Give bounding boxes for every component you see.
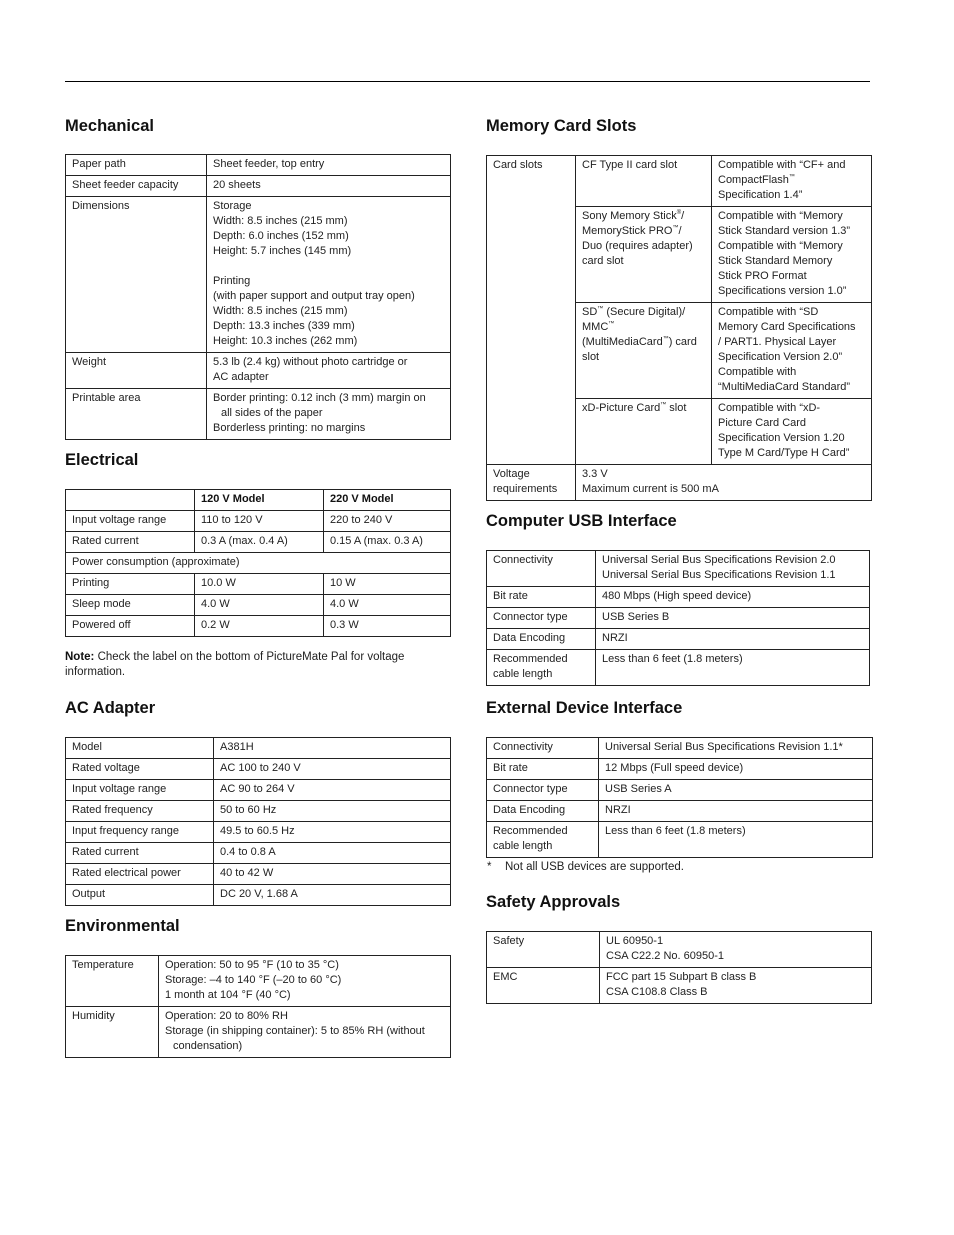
slot-name bbox=[576, 399, 712, 465]
text-part: SD bbox=[582, 306, 598, 318]
column-header: 220 V Model bbox=[324, 490, 451, 511]
value-line: Maximum current is 500 mA bbox=[582, 483, 719, 495]
electrical-note bbox=[65, 650, 451, 680]
row-label: Humidity bbox=[66, 1007, 159, 1058]
slot-name bbox=[576, 207, 712, 303]
value-line bbox=[718, 173, 865, 188]
row-value bbox=[159, 956, 451, 1007]
row-label: Connector type bbox=[487, 608, 596, 629]
cell-value: 0.15 A (max. 0.3 A) bbox=[324, 532, 451, 553]
table-row bbox=[66, 532, 451, 553]
row-value: AC 90 to 264 V bbox=[214, 780, 451, 801]
value-line: Compatible with “Memory bbox=[718, 210, 843, 222]
table-row bbox=[66, 553, 451, 574]
environmental-heading: Environmental bbox=[65, 917, 180, 935]
table-row bbox=[66, 759, 451, 780]
cell-value: 0.3 A (max. 0.4 A) bbox=[195, 532, 324, 553]
cell-value: 10.0 W bbox=[195, 574, 324, 595]
table-row bbox=[66, 616, 451, 637]
dimension-line: Depth: 13.3 inches (339 mm) bbox=[213, 320, 355, 332]
row-value bbox=[600, 932, 872, 968]
row-label: Rated voltage bbox=[66, 759, 214, 780]
dimension-line: Width: 8.5 inches (215 mm) bbox=[213, 215, 348, 227]
external-footnote bbox=[487, 860, 873, 875]
ac-adapter-heading: AC Adapter bbox=[65, 699, 156, 717]
value-line: CSA C22.2 No. 60950-1 bbox=[606, 950, 725, 962]
row-label: Rated frequency bbox=[66, 801, 214, 822]
row-value bbox=[576, 465, 872, 501]
footnote-mark: * bbox=[487, 861, 492, 873]
value-line: Stick PRO Format bbox=[718, 270, 807, 282]
registered-mark: ® bbox=[676, 210, 682, 216]
table-row bbox=[487, 650, 870, 686]
value-line: Stick Standard Memory bbox=[718, 255, 833, 267]
header-rule bbox=[65, 81, 870, 82]
value-line: / PART1. Physical Layer bbox=[718, 336, 837, 348]
value-line: Compatible with “SD bbox=[718, 306, 819, 318]
text-part: Sony Memory Stick bbox=[582, 210, 677, 222]
row-value: DC 20 V, 1.68 A bbox=[214, 885, 451, 906]
value-line: Specification 1.4” bbox=[718, 189, 803, 201]
table-row bbox=[487, 759, 873, 780]
text-part: MemoryStick PRO bbox=[582, 225, 673, 237]
row-value bbox=[207, 197, 451, 353]
cell-value: 0.3 W bbox=[324, 616, 451, 637]
value-line: 1 month at 104 °F (40 °C) bbox=[165, 989, 291, 1001]
dimension-line: Height: 10.3 inches (262 mm) bbox=[213, 335, 358, 347]
cell-value: 0.2 W bbox=[195, 616, 324, 637]
value-line: card slot bbox=[582, 255, 624, 267]
row-value bbox=[600, 968, 872, 1004]
external-interface-table bbox=[486, 737, 873, 858]
table-row bbox=[487, 608, 870, 629]
row-value: USB Series A bbox=[599, 780, 873, 801]
table-row bbox=[66, 885, 451, 906]
value-line bbox=[582, 320, 705, 335]
value-line: Compatible with “CF+ and bbox=[718, 159, 846, 171]
cell-value: 4.0 W bbox=[195, 595, 324, 616]
row-label: Input voltage range bbox=[66, 780, 214, 801]
value-line: condensation) bbox=[173, 1040, 243, 1052]
table-row bbox=[487, 801, 873, 822]
table-row bbox=[66, 843, 451, 864]
dimension-line: Height: 5.7 inches (145 mm) bbox=[213, 245, 352, 257]
value-line: Borderless printing: no margins bbox=[213, 422, 366, 434]
span-row-label: Power consumption (approximate) bbox=[66, 553, 451, 574]
value-line: Recommended bbox=[493, 653, 568, 665]
safety-heading: Safety Approvals bbox=[486, 893, 621, 911]
row-label: Powered off bbox=[66, 616, 195, 637]
table-row bbox=[66, 956, 451, 1007]
row-label: Weight bbox=[66, 353, 207, 389]
value-line bbox=[582, 224, 705, 239]
table-row bbox=[66, 801, 451, 822]
value-line: Compatible with “Memory bbox=[718, 240, 843, 252]
slot-compat bbox=[712, 399, 872, 465]
value-line: AC adapter bbox=[213, 371, 269, 383]
row-value: USB Series B bbox=[596, 608, 870, 629]
row-label: Rated current bbox=[66, 532, 195, 553]
row-value: A381H bbox=[214, 738, 451, 759]
dimension-line: Width: 8.5 inches (215 mm) bbox=[213, 305, 348, 317]
row-label: Model bbox=[66, 738, 214, 759]
text-part: / bbox=[681, 210, 685, 222]
value-line: Voltage bbox=[493, 468, 530, 480]
row-value: NRZI bbox=[596, 629, 870, 650]
value-line: Type M Card/Type H Card” bbox=[718, 447, 850, 459]
table-row bbox=[487, 932, 872, 968]
value-line: Operation: 20 to 80% RH bbox=[165, 1010, 288, 1022]
row-label: Connector type bbox=[487, 780, 599, 801]
value-line bbox=[582, 305, 705, 320]
table-row bbox=[487, 587, 870, 608]
table-row bbox=[66, 1007, 451, 1058]
row-label bbox=[487, 822, 599, 858]
row-value: 49.5 to 60.5 Hz bbox=[214, 822, 451, 843]
row-label: Connectivity bbox=[487, 551, 596, 587]
row-value: 12 Mbps (Full speed device) bbox=[599, 759, 873, 780]
slot-name bbox=[576, 156, 712, 207]
value-line: 5.3 lb (2.4 kg) without photo cartridge or bbox=[213, 356, 408, 368]
text-part: (Secure Digital)/ bbox=[603, 306, 686, 318]
row-label bbox=[487, 650, 596, 686]
row-value: AC 100 to 240 V bbox=[214, 759, 451, 780]
value-line: cable length bbox=[493, 840, 553, 852]
row-value: 480 Mbps (High speed device) bbox=[596, 587, 870, 608]
value-line: slot bbox=[582, 351, 600, 363]
mechanical-heading: Mechanical bbox=[65, 117, 154, 135]
dimension-line: Storage bbox=[213, 200, 252, 212]
row-label: Data Encoding bbox=[487, 801, 599, 822]
text-part: / bbox=[678, 225, 682, 237]
text-part: xD-Picture Card bbox=[582, 402, 661, 414]
table-row bbox=[66, 822, 451, 843]
row-label: Bit rate bbox=[487, 587, 596, 608]
row-label: EMC bbox=[487, 968, 600, 1004]
table-row bbox=[487, 968, 872, 1004]
value-line: CF Type II card slot bbox=[582, 159, 678, 171]
trademark-mark: ™ bbox=[608, 321, 615, 327]
row-label: Dimensions bbox=[66, 197, 207, 353]
cell-value: 10 W bbox=[324, 574, 451, 595]
value-line: 3.3 V bbox=[582, 468, 608, 480]
table-row bbox=[487, 822, 873, 858]
row-label: Sheet feeder capacity bbox=[66, 176, 207, 197]
value-line: Stick Standard version 1.3” bbox=[718, 225, 851, 237]
slot-compat bbox=[712, 207, 872, 303]
trademark-mark: ™ bbox=[597, 306, 604, 312]
row-value bbox=[596, 551, 870, 587]
text-part: slot bbox=[666, 402, 687, 414]
value-line: Specifications version 1.0” bbox=[718, 285, 847, 297]
value-line bbox=[582, 401, 705, 416]
cell-value: 110 to 120 V bbox=[195, 511, 324, 532]
value-line: requirements bbox=[493, 483, 558, 495]
table-row bbox=[66, 864, 451, 885]
value-line: UL 60950-1 bbox=[606, 935, 664, 947]
row-value bbox=[159, 1007, 451, 1058]
table-row bbox=[487, 629, 870, 650]
slot-compat bbox=[712, 156, 872, 207]
table-row bbox=[66, 389, 451, 440]
value-line: Memory Card Specifications bbox=[718, 321, 856, 333]
cell-value: 220 to 240 V bbox=[324, 511, 451, 532]
row-value: 20 sheets bbox=[207, 176, 451, 197]
dimension-line: (with paper support and output tray open) bbox=[213, 290, 415, 302]
row-label: Connectivity bbox=[487, 738, 599, 759]
usb-interface-table bbox=[486, 550, 870, 686]
safety-table bbox=[486, 931, 872, 1004]
value-line: FCC part 15 Subpart B class B bbox=[606, 971, 757, 983]
memory-card-heading: Memory Card Slots bbox=[486, 117, 637, 135]
text-part: MMC bbox=[582, 321, 609, 333]
value-line: Recommended bbox=[493, 825, 568, 837]
row-value: NRZI bbox=[599, 801, 873, 822]
row-value: Universal Serial Bus Specifications Revision 1.1* bbox=[599, 738, 873, 759]
external-interface-heading: External Device Interface bbox=[486, 699, 683, 717]
cell-value: 4.0 W bbox=[324, 595, 451, 616]
value-line: Compatible with “xD- bbox=[718, 402, 821, 414]
row-label: Card slots bbox=[487, 156, 576, 465]
table-row bbox=[66, 574, 451, 595]
value-line: “MultiMediaCard Standard” bbox=[718, 381, 851, 393]
value-line: Universal Serial Bus Specifications Revision 2.0 bbox=[602, 554, 836, 566]
dimension-line: Printing bbox=[213, 275, 251, 287]
table-row bbox=[487, 551, 870, 587]
footnote-text: Not all USB devices are supported. bbox=[505, 861, 684, 873]
row-label: Bit rate bbox=[487, 759, 599, 780]
row-label: Safety bbox=[487, 932, 600, 968]
row-label: Input frequency range bbox=[66, 822, 214, 843]
dimension-line: Depth: 6.0 inches (152 mm) bbox=[213, 230, 349, 242]
value-line: Picture Card Card bbox=[718, 417, 807, 429]
column-header: 120 V Model bbox=[195, 490, 324, 511]
value-line: all sides of the paper bbox=[221, 407, 323, 419]
text-part: CompactFlash bbox=[718, 174, 789, 186]
row-label: Rated electrical power bbox=[66, 864, 214, 885]
row-label: Data Encoding bbox=[487, 629, 596, 650]
slot-compat bbox=[712, 303, 872, 399]
value-line: Duo (requires adapter) bbox=[582, 240, 693, 252]
spacer bbox=[213, 259, 444, 274]
row-label: Temperature bbox=[66, 956, 159, 1007]
row-value: Less than 6 feet (1.8 meters) bbox=[596, 650, 870, 686]
value-line: Universal Serial Bus Specifications Revision 1.1 bbox=[602, 569, 836, 581]
row-label: Input voltage range bbox=[66, 511, 195, 532]
environmental-table bbox=[65, 955, 451, 1058]
text-part: ) card bbox=[668, 336, 697, 348]
value-line: Specification Version 2.0” bbox=[718, 351, 843, 363]
value-line bbox=[582, 209, 705, 224]
usb-interface-heading: Computer USB Interface bbox=[486, 512, 677, 530]
note-text: Check the label on the bottom of PictureMate Pal for voltage information. bbox=[65, 651, 405, 678]
table-row bbox=[66, 353, 451, 389]
row-value: 0.4 to 0.8 A bbox=[214, 843, 451, 864]
trademark-mark: ™ bbox=[672, 225, 679, 231]
row-value bbox=[207, 353, 451, 389]
memory-card-table bbox=[486, 155, 872, 501]
row-label: Rated current bbox=[66, 843, 214, 864]
row-label: Paper path bbox=[66, 155, 207, 176]
table-row bbox=[66, 780, 451, 801]
table-row bbox=[66, 595, 451, 616]
slot-name bbox=[576, 303, 712, 399]
row-value: 50 to 60 Hz bbox=[214, 801, 451, 822]
table-row bbox=[66, 176, 451, 197]
row-value: Sheet feeder, top entry bbox=[207, 155, 451, 176]
value-line: Storage: –4 to 140 °F (–20 to 60 °C) bbox=[165, 974, 342, 986]
table-header-row bbox=[66, 490, 451, 511]
value-line: Specification Version 1.20 bbox=[718, 432, 845, 444]
value-line: CSA C108.8 Class B bbox=[606, 986, 708, 998]
row-label: Printing bbox=[66, 574, 195, 595]
electrical-table bbox=[65, 489, 451, 637]
table-row bbox=[487, 465, 872, 501]
table-row bbox=[66, 511, 451, 532]
table-row bbox=[66, 197, 451, 353]
row-value bbox=[207, 389, 451, 440]
trademark-mark: ™ bbox=[660, 402, 667, 408]
trademark-mark: ™ bbox=[662, 336, 669, 342]
value-line: Storage (in shipping container): 5 to 85% RH (without bbox=[165, 1025, 425, 1037]
trademark-mark: ™ bbox=[788, 174, 795, 180]
value-line: Operation: 50 to 95 °F (10 to 35 °C) bbox=[165, 959, 339, 971]
table-row bbox=[487, 780, 873, 801]
electrical-heading: Electrical bbox=[65, 451, 139, 469]
table-row bbox=[66, 738, 451, 759]
text-part: (MultiMediaCard bbox=[582, 336, 663, 348]
row-label: Printable area bbox=[66, 389, 207, 440]
column-header bbox=[66, 490, 195, 511]
note-label: Note: bbox=[65, 651, 95, 663]
row-value: Less than 6 feet (1.8 meters) bbox=[599, 822, 873, 858]
table-row bbox=[487, 156, 872, 207]
ac-adapter-table bbox=[65, 737, 451, 906]
row-label: Sleep mode bbox=[66, 595, 195, 616]
mechanical-table bbox=[65, 154, 451, 440]
row-label: Output bbox=[66, 885, 214, 906]
value-line bbox=[582, 335, 705, 350]
value-line: cable length bbox=[493, 668, 553, 680]
row-label bbox=[487, 465, 576, 501]
value-line: Compatible with bbox=[718, 366, 797, 378]
table-row bbox=[66, 155, 451, 176]
row-value: 40 to 42 W bbox=[214, 864, 451, 885]
table-row bbox=[487, 738, 873, 759]
value-line: Border printing: 0.12 inch (3 mm) margin on bbox=[213, 392, 426, 404]
